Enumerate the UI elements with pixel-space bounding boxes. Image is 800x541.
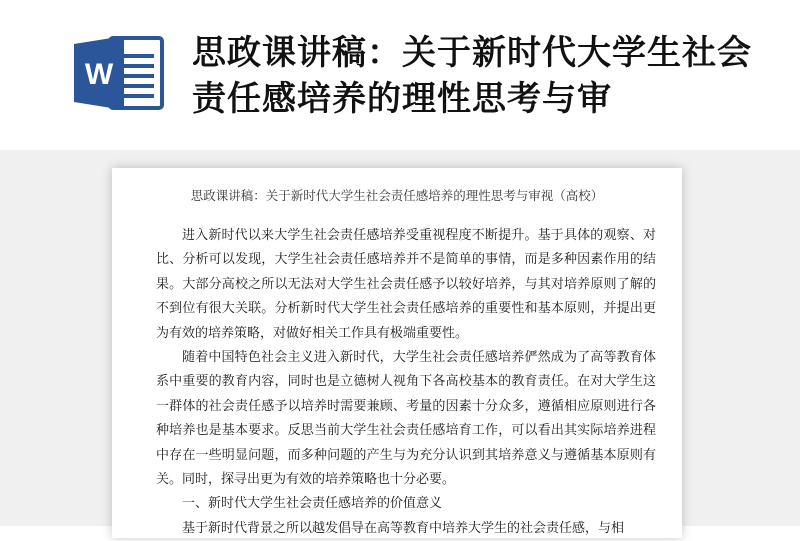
page-running-header: 思政课讲稿：关于新时代大学生社会责任感培养的理性思考与审视（高校） — [190, 188, 604, 203]
header — [0, 0, 800, 150]
page-body — [156, 224, 656, 541]
document-page — [112, 168, 682, 538]
document-title: 思政课讲稿：关于新时代大学生社会责任感培养的理性思考与审 — [192, 33, 752, 119]
paragraph-background: 随着中国特色社会主义进入新时代，大学生社会责任感培养俨然成为了高等教育体系中重要的教育内容，同时也是立德树人视角下各高校基本的教育责任。在对大学生这一群体的社会责任感予以培养时需要兼顾、考量的因素十分众多，遵循相应原则进行各种培养也是基本要求。反思当前大学生社会责任感培育工作，可以看出其实际培养进程中存在一些明显问题，而多种问题的产生与为充分认识到其培养意义与遵循基本原则有关。同时，探寻出更为有效的培养策略也十分必要。 — [156, 350, 656, 488]
section-heading: 一、新时代大学生社会责任感培养的价值意义 — [182, 496, 443, 512]
word-document-icon — [74, 34, 166, 112]
word-icon-letter: W — [84, 58, 114, 91]
paragraph-section-one: 基于新时代背景之所以越发倡导在高等教育中培养大学生的社会责任感，与相 — [182, 520, 625, 536]
paragraph-intro: 进入新时代以来大学生社会责任感培养受重视程度不断提升。基于具体的观察、对比、分析可以发现，大学生社会责任感培养并不是简单的事情，而是多种因素作用的结果。大部分高校之所以无法对大学生社会责任感予以较好培养，与其对培养原则了解的不到位有很大关联。分析新时代大学生社会责任感培养的重要性和基本原则，并提出更为有效的培养策略，对做好相关工作具有极端重要性。 — [156, 228, 656, 341]
